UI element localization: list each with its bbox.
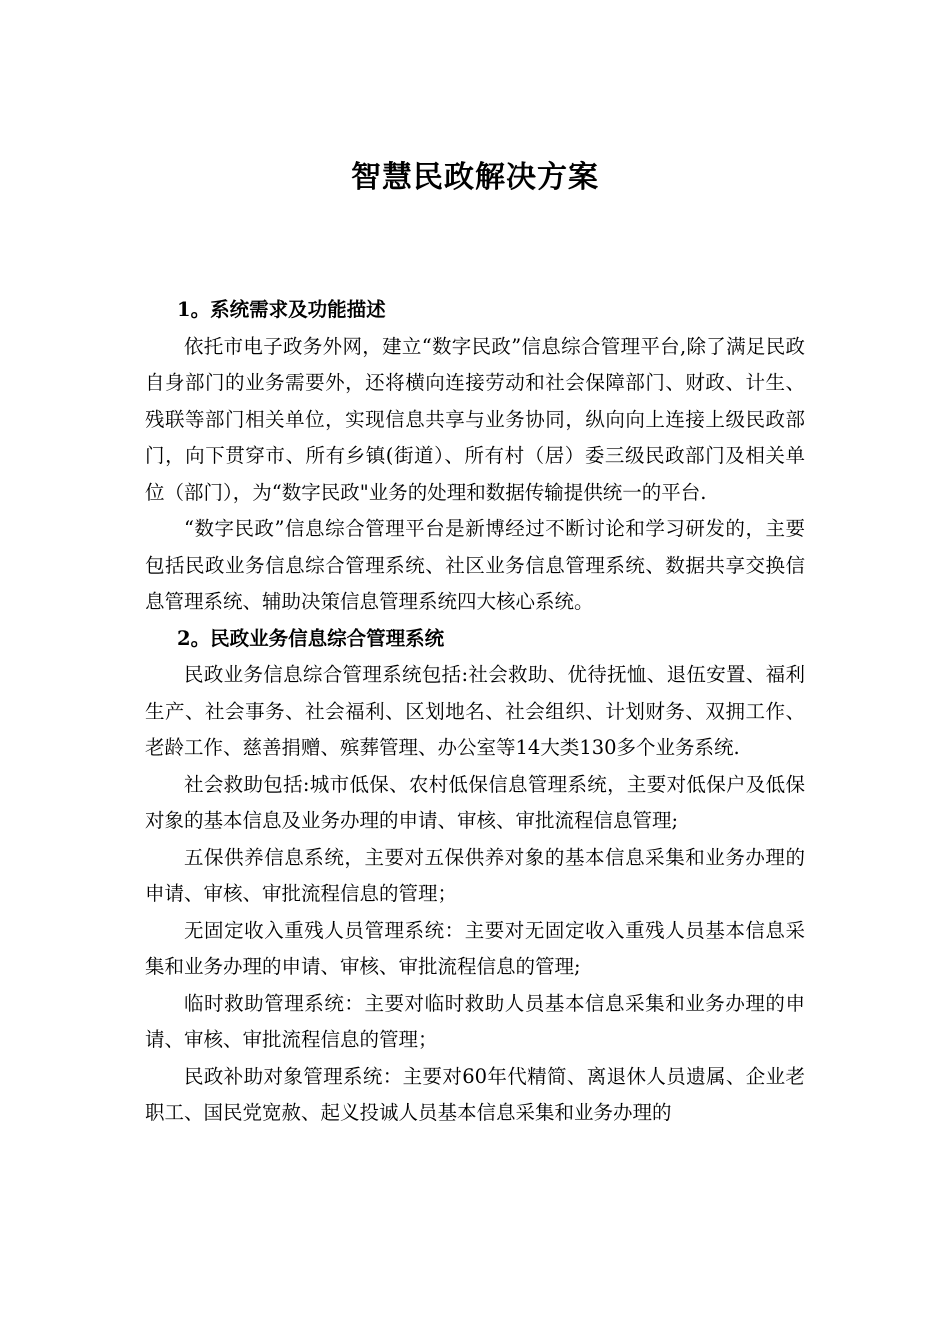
section-heading-2: 2。民政业务信息综合管理系统 xyxy=(177,626,445,650)
section-heading-1: 1。系统需求及功能描述 xyxy=(177,298,386,321)
paragraph: 无固定收入重残人员管理系统：主要对无固定收入重残人员基本信息采集和业务办理的申请、审核、审批流程信息的管理; xyxy=(145,918,805,978)
paragraph: 依托市电子政务外网，建立“数字民政”信息综合管理平台,除了满足民政自身部门的业务需要外，还将横向连接劳动和社会保障部门、财政、计生、残联等部门相关单位，实现信息共享与业务协同，纵向向上连接上级民政部门，向下贯穿市、所有乡镇(街道）、所有村（居）委三级民政部门及相关单位（部门），为“数字民政"业务的处理和数据传输提供统一的平台. xyxy=(145,334,805,504)
paragraph: 社会救助包括:城市低保、农村低保信息管理系统，主要对低保户及低保对象的基本信息及业务办理的申请、审核、审批流程信息管理; xyxy=(145,772,805,832)
paragraph: 民政业务信息综合管理系统包括:社会救助、优待抚恤、退伍安置、福利生产、社会事务、社会福利、区划地名、社会组织、计划财务、双拥工作、老龄工作、慈善捐赠、殡葬管理、办公室等14大类130多个业务系统. xyxy=(145,663,805,759)
paragraph: 民政补助对象管理系统：主要对60年代精简、离退休人员遗属、企业老职工、国民党宽赦、起义投诚人员基本信息采集和业务办理的 xyxy=(145,1064,805,1124)
paragraph: 五保供养信息系统，主要对五保供养对象的基本信息采集和业务办理的申请、审核、审批流程信息的管理； xyxy=(145,845,805,905)
paragraph: 临时救助管理系统：主要对临时救助人员基本信息采集和业务办理的申请、审核、审批流程信息的管理； xyxy=(145,991,805,1051)
paragraph: “数字民政”信息综合管理平台是新博经过不断讨论和学习研发的，主要包括民政业务信息综合管理系统、社区业务信息管理系统、数据共享交换信息管理系统、辅助决策信息管理系统四大核心系统。 xyxy=(145,517,805,613)
document-title: 智慧民政解决方案 xyxy=(351,160,599,195)
document-body xyxy=(145,292,805,1132)
